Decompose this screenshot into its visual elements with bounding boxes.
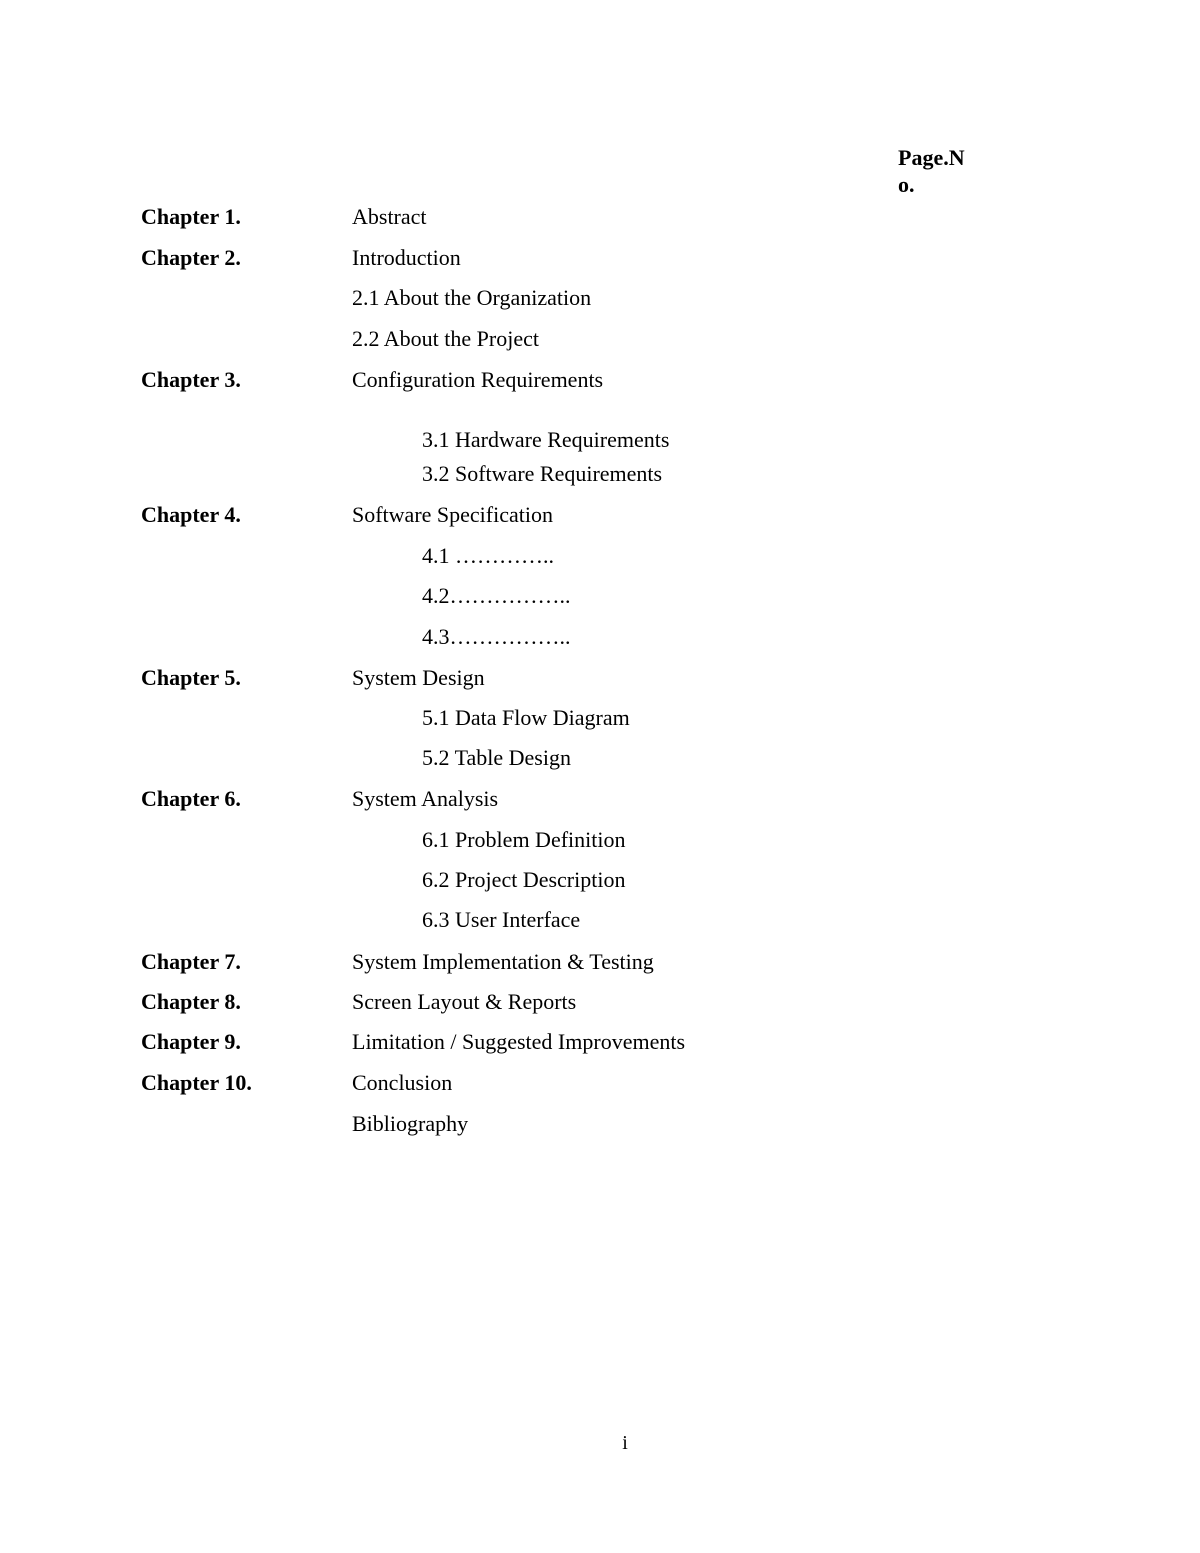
toc-chapter-label: Chapter 9. (141, 1029, 241, 1054)
toc-entry (0, 459, 1200, 489)
toc-entry (0, 663, 1200, 693)
toc-entry (0, 243, 1200, 273)
toc-chapter-label: Chapter 5. (141, 665, 241, 690)
page-number-footer: i (622, 1432, 628, 1454)
toc-entry-title: Screen Layout & Reports (352, 989, 577, 1014)
toc-entry-title: Configuration Requirements (352, 367, 604, 392)
toc-entry (0, 365, 1200, 395)
toc-entry (0, 987, 1200, 1017)
toc-entry-title: Limitation / Suggested Improvements (352, 1029, 686, 1054)
toc-entry (0, 947, 1200, 977)
toc-chapter-label: Chapter 6. (141, 786, 241, 811)
toc-entry-title: Abstract (352, 204, 427, 229)
toc-entry (0, 500, 1200, 530)
toc-entry (0, 784, 1200, 814)
toc-entry-title: 4.3…………….. (422, 624, 571, 649)
toc-entry (0, 425, 1200, 455)
toc-entry (0, 581, 1200, 611)
toc-entry (0, 905, 1200, 935)
toc-entry-title: 2.1 About the Organization (352, 285, 592, 310)
toc-entry-title: System Design (352, 665, 485, 690)
toc-entry-title: 5.1 Data Flow Diagram (422, 705, 630, 730)
toc-entry-title: 5.2 Table Design (422, 745, 571, 770)
toc-entry (0, 622, 1200, 652)
toc-chapter-label: Chapter 2. (141, 245, 241, 270)
toc-entry-title: Bibliography (352, 1111, 469, 1136)
toc-entry (0, 541, 1200, 571)
toc-entry (0, 283, 1200, 313)
toc-entry-title: System Implementation & Testing (352, 949, 654, 974)
toc-entry-title: System Analysis (352, 786, 499, 811)
toc-entry (0, 825, 1200, 855)
toc-chapter-label: Chapter 10. (141, 1070, 252, 1095)
toc-entry-title: Introduction (352, 245, 461, 270)
toc-entry-title: 2.2 About the Project (352, 326, 539, 351)
toc-entry-title: 4.2…………….. (422, 583, 571, 608)
toc-entry (0, 202, 1200, 232)
toc-chapter-label: Chapter 7. (141, 949, 241, 974)
toc-chapter-label: Chapter 8. (141, 989, 241, 1014)
toc-entry-title: 3.1 Hardware Requirements (422, 427, 670, 452)
toc-entry (0, 1068, 1200, 1098)
toc-entry-title: Conclusion (352, 1070, 453, 1095)
toc-entry (0, 324, 1200, 354)
toc-entry-title: 6.2 Project Description (422, 867, 626, 892)
toc-entry (0, 1109, 1200, 1139)
toc-entry (0, 1027, 1200, 1057)
toc-entry (0, 703, 1200, 733)
toc-entry-title: 4.1 ………….. (422, 543, 554, 568)
toc-chapter-label: Chapter 3. (141, 367, 241, 392)
page-no-column-header: Page.No. (898, 145, 965, 197)
toc-entry-title: 3.2 Software Requirements (422, 461, 663, 486)
toc-entry-title: Software Specification (352, 502, 553, 527)
toc-entry (0, 865, 1200, 895)
toc-entry (0, 743, 1200, 773)
toc-chapter-label: Chapter 4. (141, 502, 241, 527)
toc-entry-title: 6.1 Problem Definition (422, 827, 626, 852)
toc-entry-title: 6.3 User Interface (422, 907, 581, 932)
toc-chapter-label: Chapter 1. (141, 204, 241, 229)
